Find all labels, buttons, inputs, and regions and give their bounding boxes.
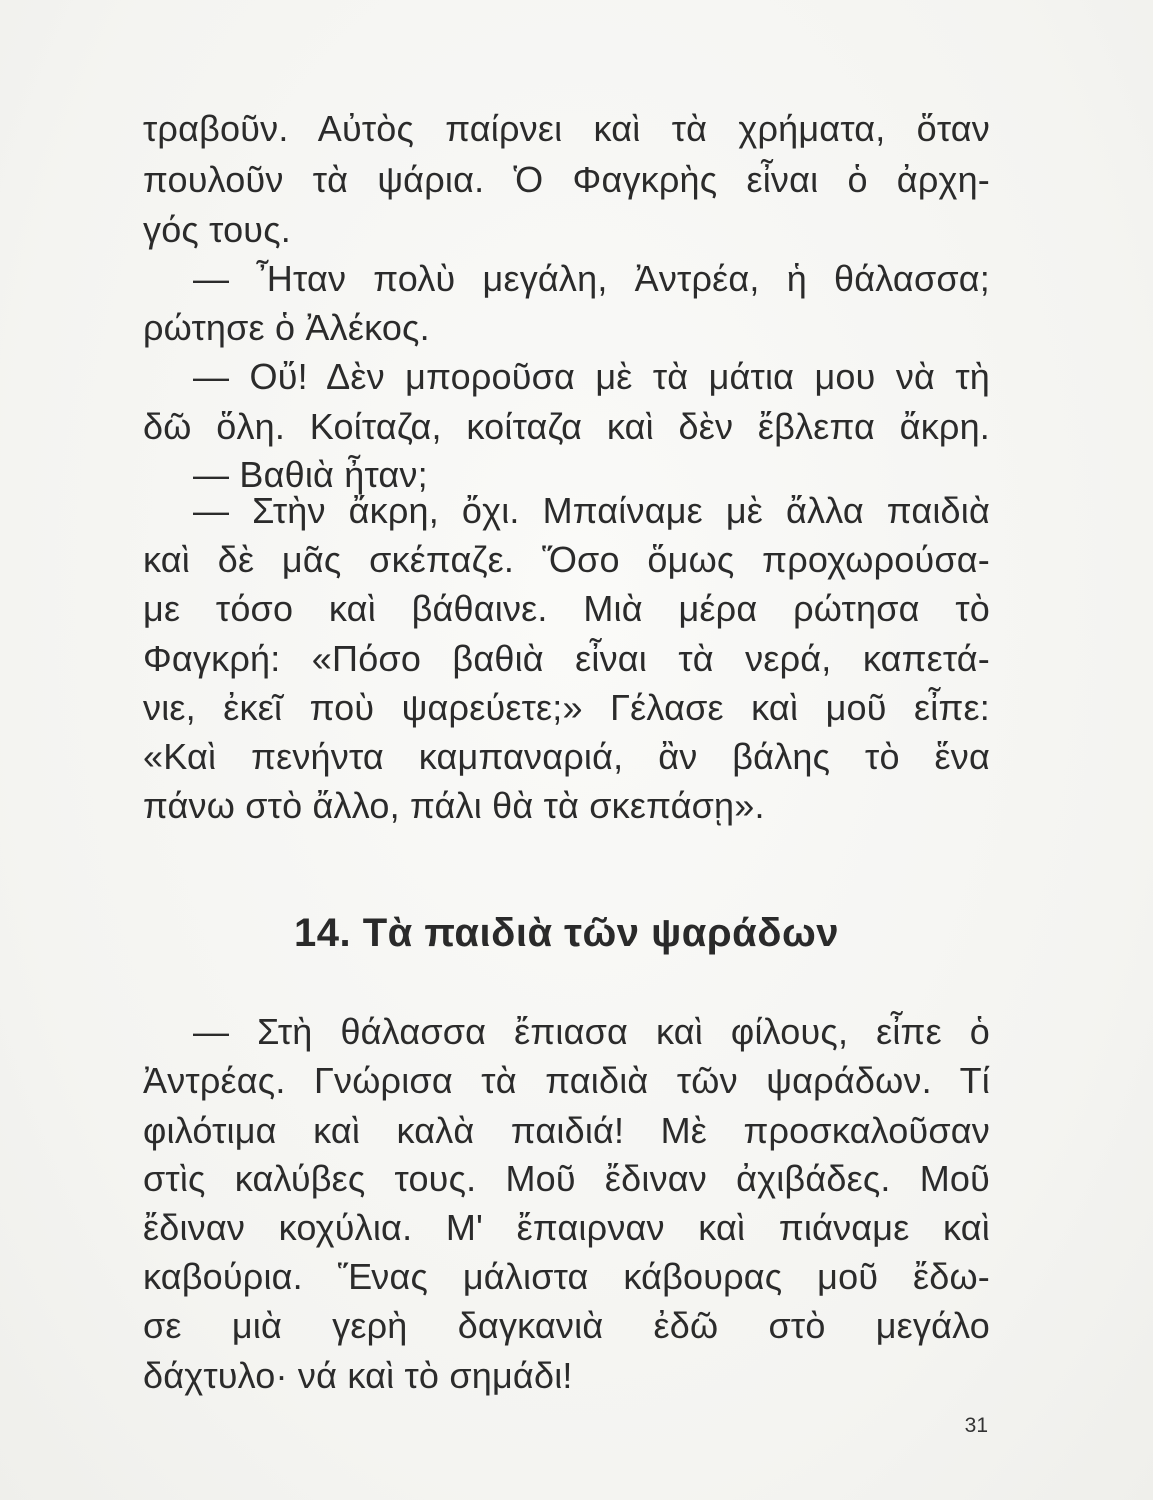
text-line: με τόσο καὶ βάθαινε. Μιὰ μέρα ρώτησα τὸ bbox=[143, 588, 990, 629]
text-line: «Καὶ πενήντα καμπαναριά, ἂν βάλης τὸ ἕνα bbox=[143, 736, 990, 777]
dialogue-line: — Οὔ! Δὲν μποροῦσα μὲ τὰ μάτια μου νὰ τὴ bbox=[193, 356, 990, 397]
dialogue-line: — Στὴν ἄκρη, ὄχι. Μπαίναμε μὲ ἄλλα παιδιὰ bbox=[193, 490, 990, 531]
text-line: νιε, ἐκεῖ ποὺ ψαρεύετε;» Γέλασε καὶ μοῦ εἶπε: bbox=[143, 687, 990, 728]
text-line: δῶ ὅλη. Κοίταζα, κοίταζα καὶ δὲν ἔβλεπα ἄκρη. bbox=[143, 406, 990, 447]
page-number: 31 bbox=[964, 1414, 988, 1437]
dialogue-line: — Βαθιὰ ἦταν; bbox=[193, 454, 428, 495]
text-line: Ἀντρέας. Γνώρισα τὰ παιδιὰ τῶν ψαράδων. Τί bbox=[143, 1060, 990, 1101]
text-line: στὶς καλύβες τους. Μοῦ ἔδιναν ἀχιβάδες. Μοῦ bbox=[143, 1158, 990, 1199]
dialogue-line: — Ἦταν πολὺ μεγάλη, Ἀντρέα, ἡ θάλασσα; bbox=[193, 258, 990, 299]
text-line: πάνω στὸ ἄλλο, πάλι θὰ τὰ σκεπάσῃ». bbox=[143, 785, 765, 826]
text-line: καβούρια. Ἕνας μάλιστα κάβουρας μοῦ ἔδω- bbox=[143, 1256, 990, 1297]
text-line: Φαγκρή: «Πόσο βαθιὰ εἶναι τὰ νερά, καπετά- bbox=[143, 638, 990, 679]
dialogue-line: — Στὴ θάλασσα ἔπιασα καὶ φίλους, εἶπε ὁ bbox=[193, 1011, 990, 1052]
text-line: ρώτησε ὁ Ἀλέκος. bbox=[143, 307, 430, 348]
text-line: καὶ δὲ μᾶς σκέπαζε. Ὅσο ὅμως προχωρούσα- bbox=[143, 539, 990, 580]
text-line: τραβοῦν. Αὐτὸς παίρνει καὶ τὰ χρήματα, ὅταν bbox=[143, 108, 990, 149]
text-line: σε μιὰ γερὴ δαγκανιὰ ἐδῶ στὸ μεγάλο bbox=[143, 1305, 990, 1346]
text-line: γός τους. bbox=[143, 209, 291, 250]
text-line: ἔδιναν κοχύλια. Μ' ἔπαιρναν καὶ πιάναμε καὶ bbox=[143, 1207, 990, 1248]
text-line: δάχτυλο· νά καὶ τὸ σημάδι! bbox=[143, 1355, 573, 1396]
text-line: πουλοῦν τὰ ψάρια. Ὁ Φαγκρὴς εἶναι ὁ ἀρχη- bbox=[143, 159, 990, 200]
text-line: φιλότιμα καὶ καλὰ παιδιά! Μὲ προσκαλοῦσαν bbox=[143, 1110, 990, 1151]
chapter-heading: 14. Τὰ παιδιὰ τῶν ψαράδων bbox=[294, 911, 839, 955]
